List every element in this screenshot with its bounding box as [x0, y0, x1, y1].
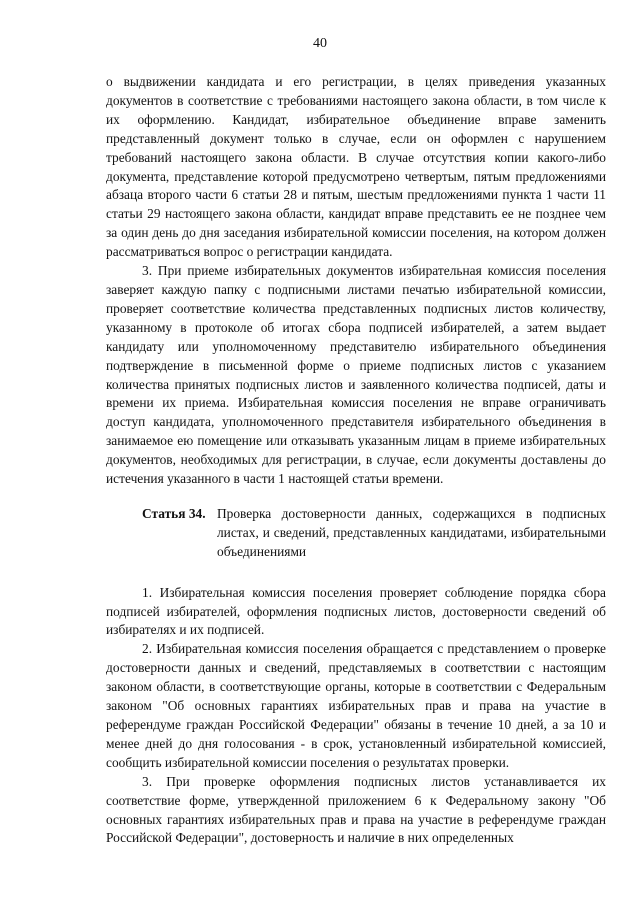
article-heading [106, 505, 606, 562]
paragraph-continuation: о выдвижении кандидата и его регистрации, в целях приведения указанных документов в соответствие с требованиями настоящего закона области, в том числе к их оформлению. Кандидат, избирательное объединение вправе заменить представленный документ только в случае, если он оформлен с нарушением требований настоящего закона области. В случае отсутствия копии какого-либо документа, представление которой предусмотрено четвертым, пятым предложениями абзаца второго части 6 статьи 28 и пятым, шестым предложениями пункта 1 части 11 статьи 29 настоящего закона области, кандидат вправе представить ее не позднее чем за один день до дня заседания избирательной комиссии поселения, на котором должен рассматриваться вопрос о регистрации кандидата. [106, 74, 606, 260]
paragraph-article-part-3: 3. При проверке оформления подписных листов устанавливается их соответствие форме, утвержденной приложением 6 к Федеральному закону "Об основных гарантиях избирательных прав и права на участие в референдуме граждан Российской Федерации", достоверность и наличие в них определенных [106, 773, 606, 846]
paragraph-part-3: 3. При приеме избирательных документов избирательная комиссия поселения заверяет каждую папку с подписными листами печатью избирательной комиссии, проверяет соответствие количества представленных подписных листов количеству, указанному в протоколе об итогах сбора подписей избирателей, а затем выдает кандидату или уполномоченному представителю избирательного объединения подтверждение в письменной форме о приеме подписных листов с указанием количества принятых подписных листов и заявленного количества подписей, даты и времени их приема. Избирательная комиссия поселения не вправе ограничивать доступ кандидата, уполномоченного представителя избирательного объединения в занимаемое ею помещение или отказывать указанным лицам в приеме избирательных документов, необходимых для регистрации, в случае, если документы доставлены до истечения указанного в части 1 настоящей статьи времени. [106, 263, 606, 487]
article-title: Проверка достоверности данных, содержащихся в подписных листах, и сведений, представленных кандидатами, избирательными объединениями [217, 505, 606, 559]
paragraph-article-part-1: 1. Избирательная комиссия поселения проверяет соблюдение порядка сбора подписей избирателей, оформления подписных листов, достоверности сведений об избирателях и их подписей. [106, 584, 606, 638]
document-body [106, 73, 606, 848]
article-number: Статья 34. [142, 505, 206, 521]
paragraph-article-part-2: 2. Избирательная комиссия поселения обращается с представлением о проверке достоверности данных и сведений, представляемых в соответствии с настоящим законом области, в соответствующие органы, которые в соответствии с Федеральным законом "Об основных гарантиях избирательных прав и права на участие в референдуме граждан Российской Федерации" обязаны в течение 10 дней, а за 10 и менее дней до дня голосования - в срок, установленный избирательной комиссией, сообщить избирательной комиссии поселения о результатах проверки. [106, 641, 606, 770]
page-number: 40 [313, 36, 327, 51]
article-label-container [106, 505, 214, 562]
